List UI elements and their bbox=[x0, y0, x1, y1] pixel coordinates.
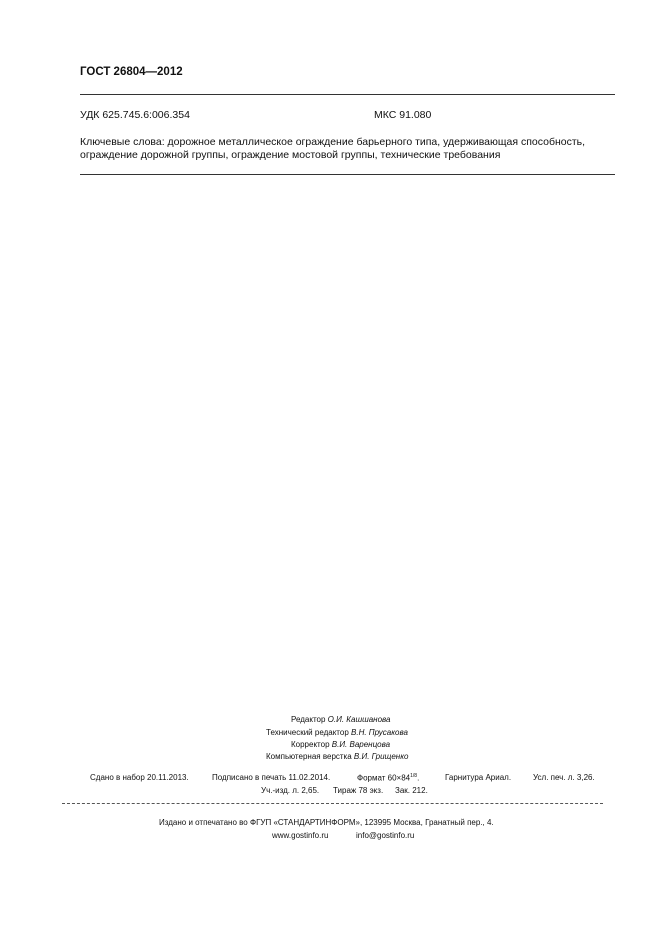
print-pub-sheets: Уч.-изд. л. 2,65. bbox=[261, 786, 320, 795]
publisher-email[interactable]: info@gostinfo.ru bbox=[356, 831, 415, 840]
publisher-website[interactable]: www.gostinfo.ru bbox=[272, 831, 329, 840]
print-typeface: Гарнитура Ариал. bbox=[445, 773, 512, 782]
credit-editor bbox=[291, 715, 390, 724]
print-order: Зак. 212. bbox=[395, 786, 428, 795]
keywords-line-1: Ключевые слова: дорожное металлическое ограждение барьерного типа, удерживающая способность, bbox=[80, 136, 586, 148]
udk-code: УДК 625.745.6:006.354 bbox=[80, 109, 190, 121]
mks-code: МКС 91.080 bbox=[374, 109, 432, 121]
credit-corrector-role: Корректор bbox=[291, 740, 330, 749]
print-submitted: Сдано в набор 20.11.2013. bbox=[90, 773, 189, 782]
document-id: ГОСТ 26804—2012 bbox=[80, 66, 183, 78]
print-run: Тираж 78 экз. bbox=[333, 786, 384, 795]
credit-editor-role: Редактор bbox=[291, 715, 326, 724]
print-format-label: Формат 60×84 bbox=[357, 773, 411, 783]
publisher-address: Издано и отпечатано во ФГУП «СТАНДАРТИНФОРМ», 123995 Москва, Гранатный пер., 4. bbox=[159, 818, 494, 827]
print-format: Формат $60\times 84^{1/8}$. bbox=[357, 773, 420, 783]
credit-layout-role: Компьютерная верстка bbox=[266, 752, 352, 761]
credit-layout bbox=[266, 752, 408, 761]
credit-corrector-name: В.И. Варенцова bbox=[331, 740, 391, 749]
keywords-rule bbox=[80, 174, 615, 175]
print-format-fraction: 1/8 bbox=[410, 773, 418, 779]
keywords-line-2: ограждение дорожной группы, ограждение мостовой группы, технические требования bbox=[80, 149, 501, 161]
credit-tech-editor-name: В.Н. Прусакова bbox=[351, 728, 408, 737]
header-rule bbox=[80, 94, 615, 95]
credit-corrector bbox=[291, 740, 390, 749]
credit-tech-editor-role: Технический редактор bbox=[266, 728, 349, 737]
print-sheets: Усл. печ. л. 3,26. bbox=[533, 773, 595, 782]
print-signed: Подписано в печать 11.02.2014. bbox=[212, 773, 331, 782]
credit-editor-name: О.И. Кашшанова bbox=[327, 715, 391, 724]
credit-layout-name: В.И. Грищенко bbox=[353, 752, 409, 761]
credit-tech-editor bbox=[266, 728, 408, 737]
imprint-divider bbox=[62, 803, 603, 804]
